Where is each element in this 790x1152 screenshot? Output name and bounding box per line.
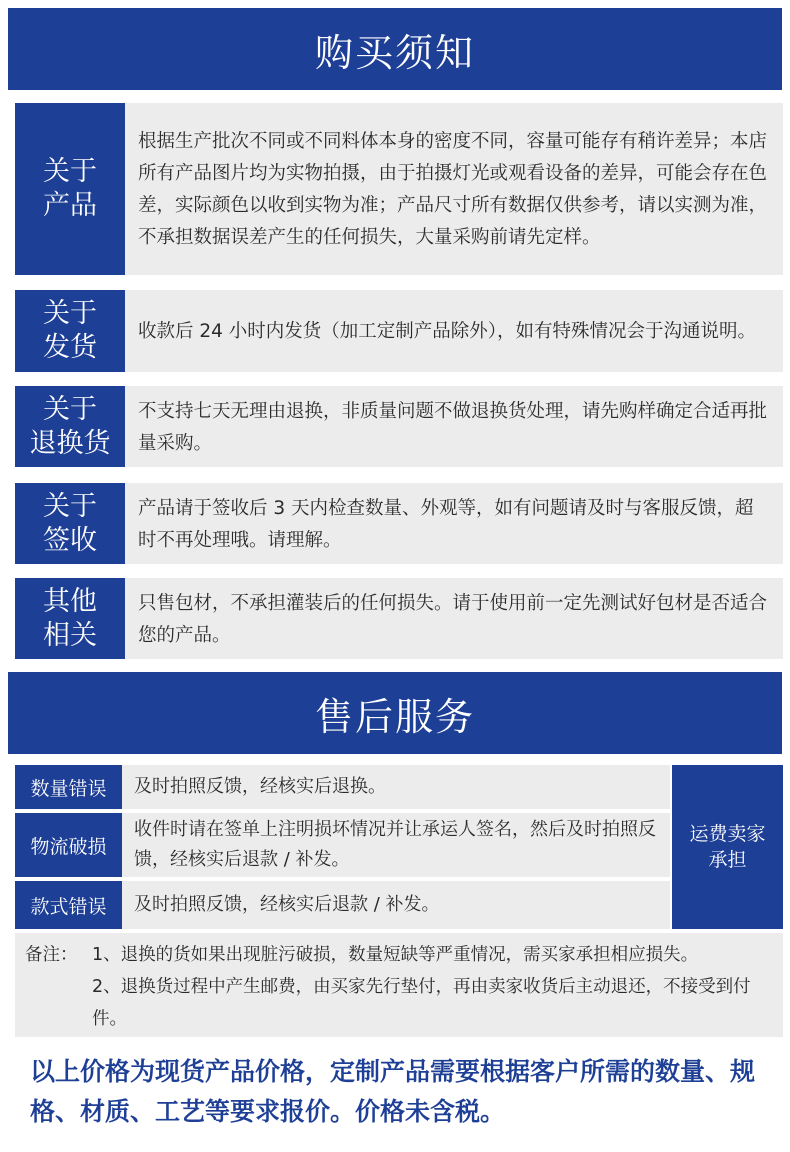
after-row-quantity bbox=[15, 765, 670, 809]
info-text-product: 根据生产批次不同或不同料体本身的密度不同，容量可能存有稍许差异；本店所有产品图片均为实物拍摄，由于拍摄灯光或观看设备的差异，可能会存在色差，实际颜色以收到实物为准；产品尺寸所有数据仅供参考，请以实测为准，不承担数据误差产生的任何损失，大量采购前请先定样。 bbox=[125, 103, 783, 275]
after-label-damage: 物流破损 bbox=[15, 813, 122, 877]
shipping-fee-note: 运费卖家 承担 bbox=[672, 765, 783, 929]
info-label-receipt: 关于 签收 bbox=[15, 483, 125, 564]
info-text-receipt: 产品请于签收后 3 天内检查数量、外观等，如有问题请及时与客服反馈，超时不再处理哦。请理解。 bbox=[125, 483, 783, 564]
note-line-1 bbox=[25, 939, 773, 971]
after-text-style: 及时拍照反馈，经核实后退款 / 补发。 bbox=[122, 881, 670, 929]
after-label-style: 款式错误 bbox=[15, 881, 122, 929]
after-row-damage bbox=[15, 813, 670, 877]
after-sales-banner bbox=[8, 672, 782, 754]
info-label-shipping: 关于 发货 bbox=[15, 290, 125, 372]
after-row-style bbox=[15, 881, 670, 929]
price-notice: 以上价格为现货产品价格，定制产品需要根据客户所需的数量、规格、材质、工艺等要求报价。价格未含税。 bbox=[30, 1057, 756, 1126]
info-label-returns: 关于 退换货 bbox=[15, 386, 125, 467]
info-text-shipping: 收款后 24 小时内发货（加工定制产品除外），如有特殊情况会于沟通说明。 bbox=[125, 290, 783, 372]
info-label-product: 关于 产品 bbox=[15, 103, 125, 275]
info-row-returns bbox=[15, 386, 783, 467]
after-text-quantity: 及时拍照反馈，经核实后退换。 bbox=[122, 765, 670, 809]
notes-box bbox=[15, 933, 783, 1037]
info-text-other: 只售包材，不承担灌装后的任何损失。请于使用前一定先测试好包材是否适合您的产品。 bbox=[125, 578, 783, 659]
after-sales-title: 售后服务 bbox=[314, 694, 475, 739]
info-row-receipt bbox=[15, 483, 783, 564]
info-row-shipping bbox=[15, 290, 783, 372]
info-row-other bbox=[15, 578, 783, 659]
info-text-returns: 不支持七天无理由退换，非质量问题不做退换货处理，请先购样确定合适再批量采购。 bbox=[125, 386, 783, 467]
notes-lead: 备注： bbox=[25, 945, 78, 965]
after-sales-table bbox=[15, 765, 783, 929]
after-label-quantity: 数量错误 bbox=[15, 765, 122, 809]
info-row-product bbox=[15, 103, 783, 275]
note-item-2: 2、退换货过程中产生邮费，由买家先行垫付，再由卖家收货后主动退还，不接受到付件。 bbox=[92, 977, 751, 1029]
purchase-title: 购买须知 bbox=[314, 30, 475, 75]
info-label-other: 其他 相关 bbox=[15, 578, 125, 659]
after-text-damage: 收件时请在签单上注明损坏情况并让承运人签名，然后及时拍照反馈，经核实后退款 / 补发。 bbox=[122, 813, 670, 877]
note-line-2 bbox=[25, 971, 773, 1035]
purchase-banner bbox=[8, 8, 782, 90]
note-item-1: 1、退换的货如果出现脏污破损，数量短缺等严重情况，需买家承担相应损失。 bbox=[92, 945, 699, 965]
